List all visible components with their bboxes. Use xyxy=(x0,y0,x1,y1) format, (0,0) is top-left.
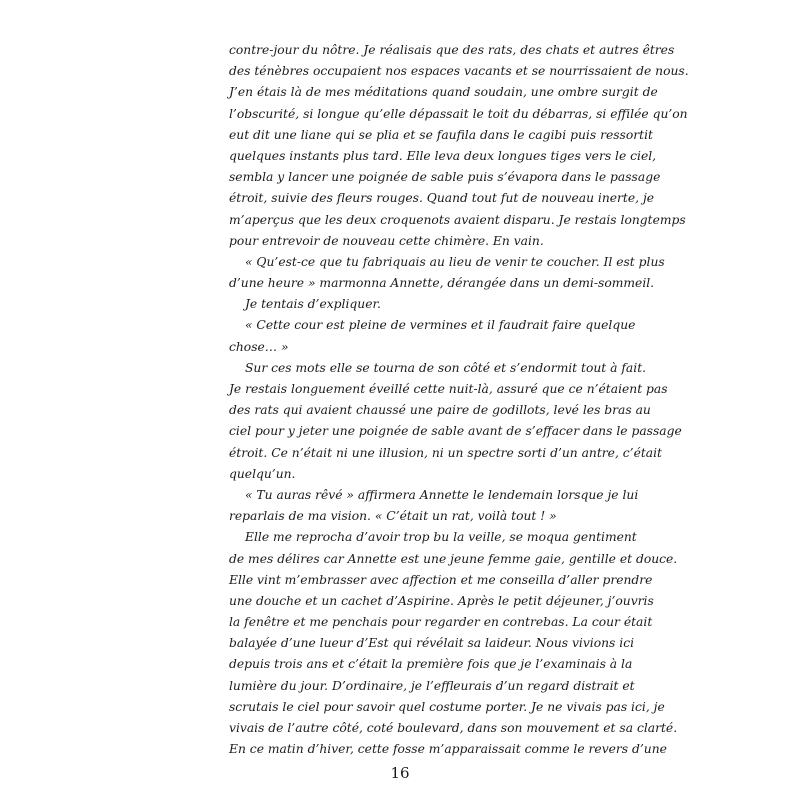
text-line: la fenêtre et me penchais pour regarder en contrebas. La cour était xyxy=(229,615,653,630)
text-line: m’aperçus que les deux croquenots avaient disparu. Je restais longtemps xyxy=(229,212,686,227)
text-line: En ce matin d’hiver, cette fosse m’apparaissait comme le revers d’une xyxy=(229,742,667,757)
text-line: étroit, suivie des fleurs rouges. Quand tout fut de nouveau inerte, je xyxy=(229,191,655,206)
text-line: Elle vint m’embrasser avec affection et me conseilla d’aller prendre xyxy=(229,572,653,587)
text-line: Elle me reprocha d’avoir trop bu la veille, se moqua gentiment xyxy=(245,530,637,545)
text-line: balayée d’une lueur d’Est qui révélait sa laideur. Nous vivions ici xyxy=(229,636,635,651)
text-line: vivais de l’autre côté, coté boulevard, dans son mouvement et sa clarté. xyxy=(229,721,678,735)
text-line: Je restais longuement éveillé cette nuit-là, assuré que ce n’étaient pas xyxy=(229,382,668,396)
text-line: d’une heure » marmonna Annette, dérangée dans un demi-sommeil. xyxy=(229,276,655,291)
text-line: depuis trois ans et c’était la première fois que je l’examinais à la xyxy=(229,657,633,672)
text-line: ciel pour y jeter une poignée de sable avant de s’effacer dans le passage xyxy=(229,424,682,439)
text-line: chose… » xyxy=(229,339,289,354)
text-line: de mes délires car Annette est une jeune femme gaie, gentille et douce. xyxy=(229,551,678,566)
text-line: « Tu auras rêvé » affirmera Annette le lendemain lorsque je lui xyxy=(245,487,639,502)
text-line: « Cette cour est pleine de vermines et il faudrait faire quelque xyxy=(245,318,636,333)
text-line: quelqu’un. xyxy=(229,466,296,481)
text-line: des ténèbres occupaient nos espaces vacants et se nourrissaient de nous. xyxy=(229,64,689,79)
text-line: contre-jour du nôtre. Je réalisais que des rats, des chats et autres êtres xyxy=(229,43,675,57)
text-line: Je tentais d’expliquer. xyxy=(245,297,381,312)
text-line: eut dit une liane qui se plia et se faufila dans le cagibi puis ressortit xyxy=(229,127,653,142)
text-line: Sur ces mots elle se tourna de son côté et s’endormit tout à fait. xyxy=(245,360,647,375)
body-text xyxy=(229,40,689,760)
text-line: J’en étais là de mes méditations quand soudain, une ombre surgit de xyxy=(229,85,658,100)
text-line: scrutais le ciel pour savoir quel costume porter. Je ne vivais pas ici, je xyxy=(229,699,665,714)
page-number: 16 xyxy=(390,764,410,782)
text-line: l’obscurité, si longue qu’elle dépassait le toit du débarras, si effilée qu’on xyxy=(229,106,688,121)
text-line: lumière du jour. D’ordinaire, je l’effleurais d’un regard distrait et xyxy=(229,678,635,693)
text-line: « Qu’est-ce que tu fabriquais au lieu de venir te coucher. Il est plus xyxy=(245,254,665,269)
text-line: une douche et un cachet d’Aspirine. Après le petit déjeuner, j’ouvris xyxy=(229,593,654,608)
text-line: pour entrevoir de nouveau cette chimère. En vain. xyxy=(229,233,544,248)
text-line: reparlais de ma vision. « C’était un rat, voilà tout ! » xyxy=(229,509,557,524)
text-line: des rats qui avaient chaussé une paire de godillots, levé les bras au xyxy=(229,403,651,418)
text-line: quelques instants plus tard. Elle leva deux longues tiges vers le ciel, xyxy=(229,148,657,163)
text-line: étroit. Ce n’était ni une illusion, ni un spectre sorti d’un antre, c’était xyxy=(229,445,662,460)
text-line: sembla y lancer une poignée de sable puis s’évapora dans le passage xyxy=(229,170,661,185)
